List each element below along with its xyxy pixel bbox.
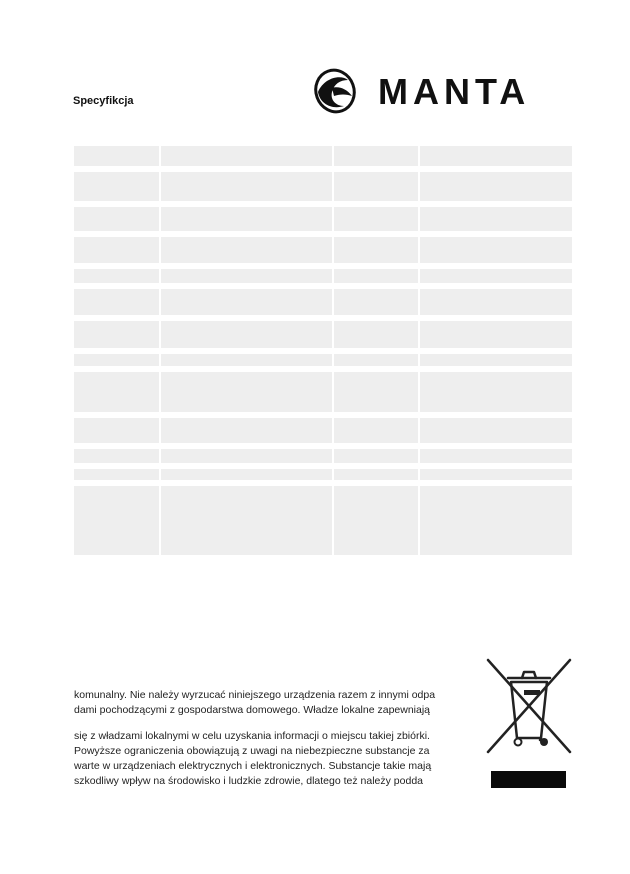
spec-value (160, 286, 333, 318)
spec-label (74, 466, 160, 483)
table-row (74, 146, 572, 169)
spec-label (74, 266, 160, 286)
spec-value (419, 204, 572, 234)
table-row (74, 318, 572, 351)
spec-value (419, 286, 572, 318)
spec-label (74, 446, 160, 466)
table-row (74, 369, 572, 415)
brand-wordmark: MANTA (378, 71, 531, 112)
spec-value (419, 169, 572, 204)
disposal-paragraph-2 (74, 729, 466, 789)
spec-label (333, 351, 419, 369)
spec-value (160, 318, 333, 351)
spec-value (419, 466, 572, 483)
specification-table (74, 146, 572, 555)
spec-label (333, 146, 419, 169)
spec-label (74, 415, 160, 446)
spec-label (74, 234, 160, 266)
spec-value (160, 483, 333, 555)
spec-label (74, 369, 160, 415)
spec-label (333, 318, 419, 351)
spec-label (74, 204, 160, 234)
spec-value (160, 369, 333, 415)
text-line: Powyższe ograniczenia obowiązują z uwagi na niebezpieczne substancje za (74, 745, 430, 757)
spec-value (160, 266, 333, 286)
table-row (74, 415, 572, 446)
spec-value (160, 446, 333, 466)
spec-label (333, 415, 419, 446)
text-line: szkodliwy wpływ na środowisko i ludzkie zdrowie, dlatego też należy podda (74, 775, 424, 787)
weee-marking-bar (491, 771, 566, 788)
spec-label (74, 483, 160, 555)
spec-value (160, 234, 333, 266)
manta-logo-icon (310, 66, 574, 116)
spec-value (160, 146, 333, 169)
table-row (74, 483, 572, 555)
spec-value (419, 234, 572, 266)
spec-label (333, 483, 419, 555)
spec-label (333, 369, 419, 415)
spec-label (74, 169, 160, 204)
table-row (74, 466, 572, 483)
spec-value (419, 483, 572, 555)
spec-value (160, 169, 333, 204)
table-row (74, 204, 572, 234)
disposal-paragraph-1 (74, 688, 466, 718)
text-line: komunalny. Nie należy wyrzucać niniejszego urządzenia razem z innymi odpa (74, 689, 436, 701)
spec-label (74, 146, 160, 169)
spec-label (74, 351, 160, 369)
spec-value (419, 146, 572, 169)
spec-label (333, 286, 419, 318)
text-line: się z władzami lokalnymi w celu uzyskania informacji o miejscu takiej zbiórki. (74, 730, 430, 742)
table-row (74, 266, 572, 286)
spec-value (419, 446, 572, 466)
table-row (74, 234, 572, 266)
spec-label (333, 169, 419, 204)
text-line: warte w urządzeniach elektrycznych i elektronicznych. Substancje takie mają (74, 760, 432, 772)
spec-value (419, 369, 572, 415)
spec-value (160, 415, 333, 446)
crossed-out-bin-icon (484, 656, 574, 756)
spec-label (333, 446, 419, 466)
spec-label (333, 266, 419, 286)
page-title: Specyfikcja (73, 95, 134, 107)
table-row (74, 351, 572, 369)
spec-value (419, 318, 572, 351)
spec-value (160, 204, 333, 234)
text-line: dami pochodzącymi z gospodarstwa domowego. Władze lokalne zapewniają (74, 704, 431, 716)
table-row (74, 286, 572, 318)
spec-label (74, 286, 160, 318)
spec-label (333, 234, 419, 266)
spec-value (419, 266, 572, 286)
spec-value (160, 351, 333, 369)
spec-label (333, 204, 419, 234)
spec-value (160, 466, 333, 483)
spec-value (419, 351, 572, 369)
table-row (74, 446, 572, 466)
table-row (74, 169, 572, 204)
spec-label (74, 318, 160, 351)
spec-value (419, 415, 572, 446)
spec-label (333, 466, 419, 483)
